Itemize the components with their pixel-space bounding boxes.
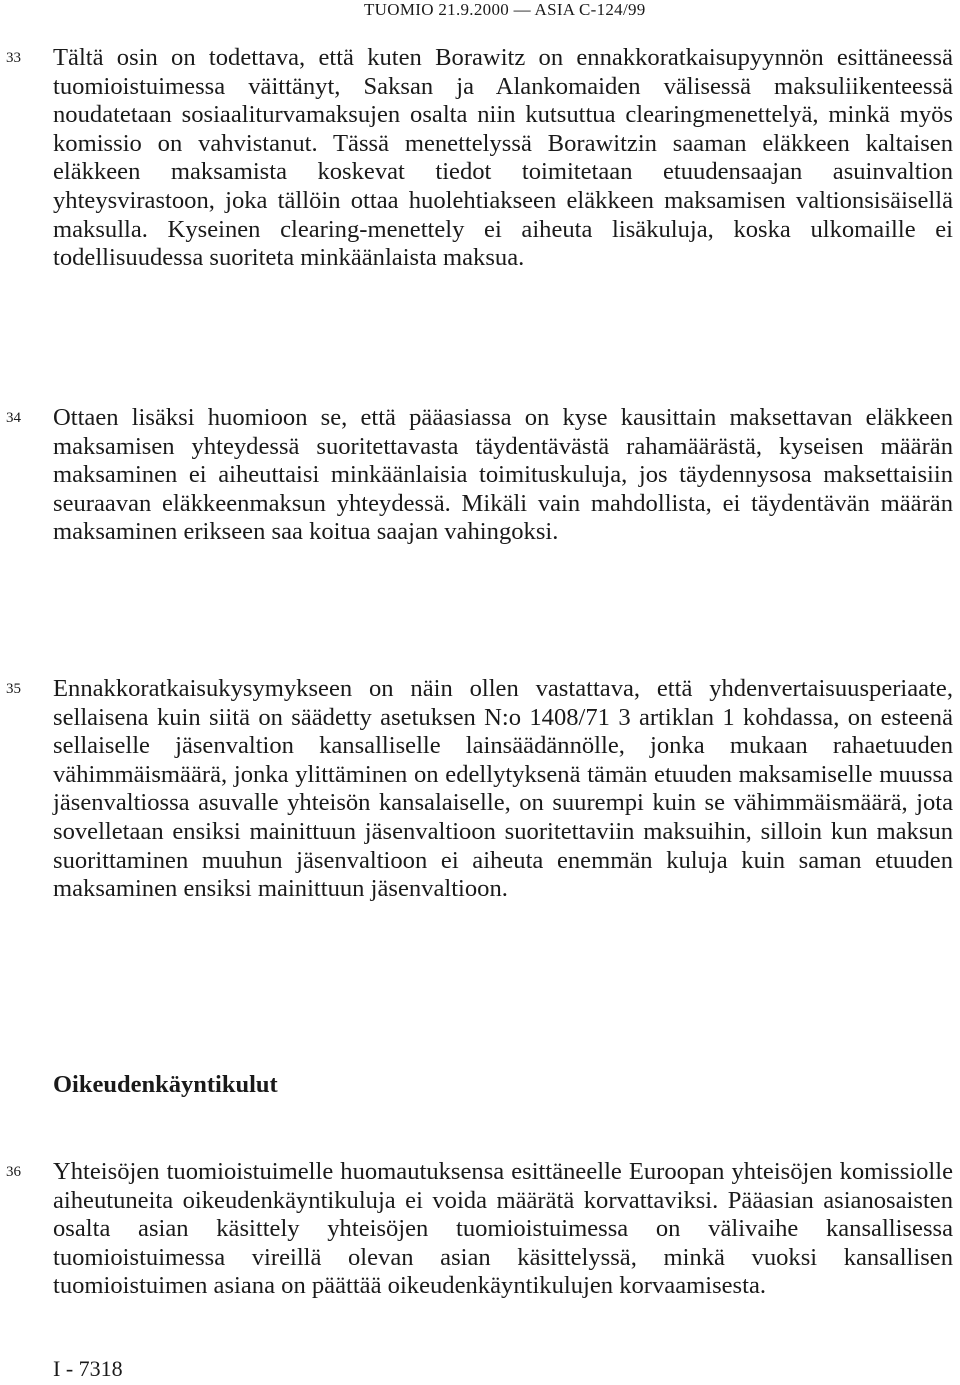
page-number: I - 7318	[53, 1356, 123, 1381]
paragraph-text: Tältä osin on todettava, että kuten Borawitz on ennakkoratkaisupyynnön esittäneessä tuomioistuimessa väittänyt, Saksan ja Alankomaiden välisessä maksuliikenteessä noudatetaan sosiaaliturvamaksujen osalta niin kutsuttua clearingmenettelyä, minkä myös komissio on vahvistanut. Tässä menettelyssä Borawitzin saaman eläkkeen kaltaisen eläkkeen maksamista koskevat tiedot toimitetaan etuudensaajan asuinvaltion yhteysvirastoon, joka tällöin ottaa huolehtiakseen eläkkeen maksamisen valtionsisäisellä maksulla. Kyseinen clearing-menettely ei aiheuta lisäkuluja, koska ulkomaille ei todellisuudessa suoriteta minkäänlaista maksua.	[53, 44, 953, 272]
paragraph-number: 36	[6, 1164, 21, 1180]
section-heading: Oikeudenkäyntikulut	[53, 1071, 278, 1098]
paragraph-number: 33	[6, 50, 21, 66]
paragraph-text: Yhteisöjen tuomioistuimelle huomautuksensa esittäneelle Euroopan yhteisöjen komissiolle aiheutuneita oikeudenkäyntikuluja ei voida määrätä korvattaviksi. Pääasian asianosaisten osalta asian käsittely yhteisöjen tuomioistuimessa on välivaihe kansallisessa tuomioistuimessa vireillä olevan asian käsittelyssä, minkä vuoksi kansallisen tuomioistuimen asiana on päättää oikeudenkäyntikulujen korvaamisesta.	[53, 1158, 953, 1300]
paragraph-text: Ottaen lisäksi huomioon se, että pääasiassa on kyse kausittain maksettavan eläkkeen maksamisen yhteydessä suoritettavasta täydentävästä rahamäärästä, kyseisen määrän maksaminen ei aiheuttaisi minkäänlaisia toimituskuluja, jos täydennysosa maksettaisiin seuraavan eläkkeenmaksun yhteydessä. Mikäli vain mahdollista, ei täydentävän määrän maksaminen erikseen saa koitua saajan vahingoksi.	[53, 404, 953, 546]
paragraph-text: Ennakkoratkaisukysymykseen on näin ollen vastattava, että yhdenvertaisuusperiaate, sellaisena kuin siitä on säädetty asetuksen N:o 1408/71 3 artiklan 1 kohdassa, on esteenä sellaiselle jäsenvaltion kansalliselle lainsäädännölle, jonka mukaan rahaetuuden vähimmäismäärä, jonka ylittäminen on edellytyksenä tämän etuuden maksamiselle muussa jäsenvaltiossa asuvalle yhteisön kansalaiselle, on suurempi kuin se vähimmäismäärä, jota sovelletaan ensiksi mainittuun jäsenvaltioon suoritettaviin maksuihin, silloin kun maksun suorittaminen muuhun jäsenvaltioon ei aiheuta enemmän kuluja kuin saman etuuden maksaminen ensiksi mainittuun jäsenvaltioon.	[53, 675, 953, 903]
paragraph-number: 34	[6, 410, 21, 426]
running-header: TUOMIO 21.9.2000 — ASIA C-124/99	[364, 0, 646, 19]
paragraph-number: 35	[6, 681, 21, 697]
